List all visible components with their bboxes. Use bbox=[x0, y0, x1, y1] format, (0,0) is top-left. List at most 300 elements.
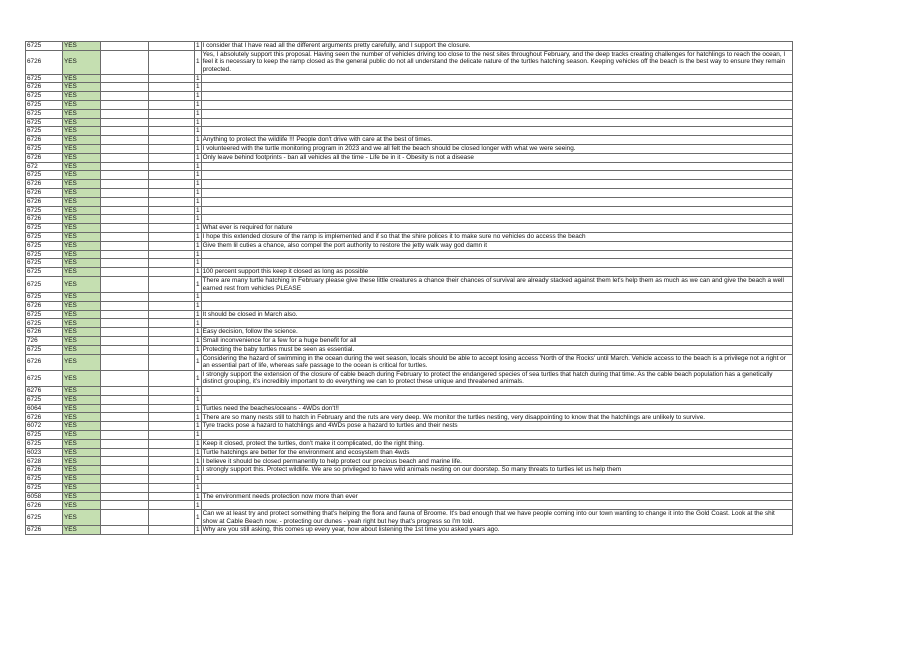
blank-cell[interactable] bbox=[101, 466, 149, 475]
postcode-cell[interactable]: 6725 bbox=[26, 310, 63, 319]
count-cell[interactable]: 1 bbox=[196, 180, 200, 188]
count-cell[interactable]: 1 bbox=[196, 109, 200, 117]
postcode-cell[interactable]: 6725 bbox=[26, 439, 63, 448]
support-cell[interactable]: YES bbox=[63, 206, 101, 215]
blank-cell[interactable] bbox=[149, 136, 195, 145]
support-cell[interactable]: YES bbox=[63, 50, 101, 74]
count-cell[interactable]: 1 bbox=[196, 319, 200, 327]
count-cell[interactable]: 1 bbox=[196, 206, 200, 214]
count-cell[interactable]: 1 bbox=[195, 50, 202, 74]
blank-cell[interactable] bbox=[149, 466, 195, 475]
blank-cell[interactable] bbox=[101, 206, 149, 215]
blank-cell[interactable] bbox=[101, 370, 149, 386]
count-cell[interactable]: 1 bbox=[195, 354, 202, 370]
postcode-cell[interactable]: 6725 bbox=[26, 92, 63, 101]
blank-cell[interactable] bbox=[101, 276, 149, 292]
postcode-cell[interactable]: 6725 bbox=[26, 224, 63, 233]
blank-cell[interactable] bbox=[101, 345, 149, 354]
postcode-cell[interactable]: 6725 bbox=[26, 171, 63, 180]
comment-cell[interactable] bbox=[201, 319, 792, 328]
count-cell[interactable]: 1 bbox=[196, 439, 200, 447]
blank-cell[interactable] bbox=[101, 439, 149, 448]
postcode-cell[interactable]: 6726 bbox=[26, 215, 63, 224]
postcode-cell[interactable]: 6725 bbox=[26, 127, 63, 136]
comment-cell[interactable]: I believe it should be closed permanently to help protect our precious beach and marine life. bbox=[201, 457, 792, 466]
comment-cell[interactable] bbox=[201, 431, 792, 440]
blank-cell[interactable] bbox=[101, 337, 149, 346]
count-cell[interactable]: 1 bbox=[196, 101, 200, 109]
postcode-cell[interactable]: 6725 bbox=[26, 206, 63, 215]
blank-cell[interactable] bbox=[149, 501, 195, 510]
comment-cell[interactable]: Small inconvenience for a few for a huge benefit for all bbox=[201, 337, 792, 346]
count-cell[interactable]: 1 bbox=[196, 457, 200, 465]
blank-cell[interactable] bbox=[101, 232, 149, 241]
blank-cell[interactable] bbox=[101, 413, 149, 422]
blank-cell[interactable] bbox=[101, 301, 149, 310]
count-cell[interactable]: 1 bbox=[196, 404, 200, 412]
comment-cell[interactable] bbox=[201, 100, 792, 109]
blank-cell[interactable] bbox=[149, 510, 195, 526]
comment-cell[interactable]: I volunteered with the turtle monitoring program in 2023 and we all felt the beach should be closed longer with what we were seeing. bbox=[201, 144, 792, 153]
postcode-cell[interactable]: 6725 bbox=[26, 319, 63, 328]
blank-cell[interactable] bbox=[149, 180, 195, 189]
blank-cell[interactable] bbox=[101, 483, 149, 492]
comment-cell[interactable]: It should be closed in March also. bbox=[201, 310, 792, 319]
support-cell[interactable]: YES bbox=[63, 83, 101, 92]
blank-cell[interactable] bbox=[149, 301, 195, 310]
blank-cell[interactable] bbox=[101, 74, 149, 83]
support-cell[interactable]: YES bbox=[63, 370, 101, 386]
comment-cell[interactable] bbox=[201, 501, 792, 510]
blank-cell[interactable] bbox=[101, 197, 149, 206]
postcode-cell[interactable]: 6725 bbox=[26, 475, 63, 484]
support-cell[interactable]: YES bbox=[63, 310, 101, 319]
comment-cell[interactable]: Give them lil cuties a chance, also compel the port authority to restore the jetty walk way god damn it bbox=[201, 241, 792, 250]
count-cell[interactable]: 1 bbox=[196, 118, 200, 126]
support-cell[interactable]: YES bbox=[63, 404, 101, 413]
comment-cell[interactable] bbox=[201, 118, 792, 127]
comment-cell[interactable] bbox=[201, 293, 792, 302]
blank-cell[interactable] bbox=[101, 404, 149, 413]
blank-cell[interactable] bbox=[101, 387, 149, 396]
postcode-cell[interactable]: 6725 bbox=[26, 250, 63, 259]
blank-cell[interactable] bbox=[149, 370, 195, 386]
count-cell[interactable]: 1 bbox=[196, 337, 200, 345]
support-cell[interactable]: YES bbox=[63, 466, 101, 475]
comment-cell[interactable]: Only leave behind footprints - ban all vehicles all the time - Life be in it - Obesity is not a disease bbox=[201, 153, 792, 162]
count-cell[interactable]: 1 bbox=[196, 233, 200, 241]
blank-cell[interactable] bbox=[149, 224, 195, 233]
support-cell[interactable]: YES bbox=[63, 328, 101, 337]
count-cell[interactable]: 1 bbox=[196, 224, 200, 232]
blank-cell[interactable] bbox=[101, 259, 149, 268]
support-cell[interactable]: YES bbox=[63, 241, 101, 250]
blank-cell[interactable] bbox=[101, 171, 149, 180]
blank-cell[interactable] bbox=[149, 276, 195, 292]
support-cell[interactable]: YES bbox=[63, 162, 101, 171]
blank-cell[interactable] bbox=[149, 337, 195, 346]
blank-cell[interactable] bbox=[149, 293, 195, 302]
blank-cell[interactable] bbox=[101, 188, 149, 197]
postcode-cell[interactable]: 6726 bbox=[26, 136, 63, 145]
support-cell[interactable]: YES bbox=[63, 319, 101, 328]
blank-cell[interactable] bbox=[149, 144, 195, 153]
count-cell[interactable]: 1 bbox=[196, 127, 200, 135]
comment-cell[interactable] bbox=[201, 475, 792, 484]
comment-cell[interactable] bbox=[201, 215, 792, 224]
comment-cell[interactable]: There are many turtle hatching in February please give these little creatures a chance their chances of survival are already stacked against them let's help them as much as we can and give the beach a well earned rest from vehicles PLEASE bbox=[201, 276, 792, 292]
blank-cell[interactable] bbox=[101, 268, 149, 277]
support-cell[interactable]: YES bbox=[63, 268, 101, 277]
comment-cell[interactable] bbox=[201, 171, 792, 180]
blank-cell[interactable] bbox=[149, 42, 195, 51]
postcode-cell[interactable]: 6726 bbox=[26, 197, 63, 206]
support-cell[interactable]: YES bbox=[63, 109, 101, 118]
blank-cell[interactable] bbox=[149, 448, 195, 457]
comment-cell[interactable] bbox=[201, 162, 792, 171]
blank-cell[interactable] bbox=[101, 422, 149, 431]
blank-cell[interactable] bbox=[101, 448, 149, 457]
blank-cell[interactable] bbox=[149, 319, 195, 328]
count-cell[interactable]: 1 bbox=[196, 466, 200, 474]
blank-cell[interactable] bbox=[101, 395, 149, 404]
count-cell[interactable]: 1 bbox=[196, 268, 200, 276]
postcode-cell[interactable]: 6726 bbox=[26, 188, 63, 197]
support-cell[interactable]: YES bbox=[63, 510, 101, 526]
comment-cell[interactable]: 100 percent support this keep it closed as long as possible bbox=[201, 268, 792, 277]
support-cell[interactable]: YES bbox=[63, 345, 101, 354]
count-cell[interactable]: 1 bbox=[196, 422, 200, 430]
postcode-cell[interactable]: 6726 bbox=[26, 153, 63, 162]
count-cell[interactable]: 1 bbox=[196, 241, 200, 249]
blank-cell[interactable] bbox=[101, 162, 149, 171]
blank-cell[interactable] bbox=[101, 293, 149, 302]
comment-cell[interactable]: Protecting the baby turtles must be seen as essential. bbox=[201, 345, 792, 354]
support-cell[interactable]: YES bbox=[63, 276, 101, 292]
support-cell[interactable]: YES bbox=[63, 475, 101, 484]
blank-cell[interactable] bbox=[149, 483, 195, 492]
count-cell[interactable]: 1 bbox=[196, 483, 200, 491]
blank-cell[interactable] bbox=[149, 74, 195, 83]
support-cell[interactable]: YES bbox=[63, 492, 101, 501]
comment-cell[interactable] bbox=[201, 197, 792, 206]
blank-cell[interactable] bbox=[101, 215, 149, 224]
blank-cell[interactable] bbox=[149, 153, 195, 162]
postcode-cell[interactable]: 6064 bbox=[26, 404, 63, 413]
blank-cell[interactable] bbox=[149, 526, 195, 535]
comment-cell[interactable] bbox=[201, 387, 792, 396]
postcode-cell[interactable]: 6725 bbox=[26, 100, 63, 109]
blank-cell[interactable] bbox=[149, 92, 195, 101]
count-cell[interactable]: 1 bbox=[196, 74, 200, 82]
count-cell[interactable]: 1 bbox=[196, 171, 200, 179]
support-cell[interactable]: YES bbox=[63, 293, 101, 302]
comment-cell[interactable]: Turtle hatchings are better for the environment and ecosystem than 4wds bbox=[201, 448, 792, 457]
comment-cell[interactable] bbox=[201, 395, 792, 404]
blank-cell[interactable] bbox=[149, 83, 195, 92]
count-cell[interactable]: 1 bbox=[195, 276, 202, 292]
comment-cell[interactable]: What ever is required for nature bbox=[201, 224, 792, 233]
postcode-cell[interactable]: 6726 bbox=[26, 50, 63, 74]
postcode-cell[interactable]: 6725 bbox=[26, 109, 63, 118]
count-cell[interactable]: 1 bbox=[196, 475, 200, 483]
blank-cell[interactable] bbox=[149, 395, 195, 404]
comment-cell[interactable]: Keep it closed, protect the turtles, don't make it complicated, do the right thing. bbox=[201, 439, 792, 448]
count-cell[interactable]: 1 bbox=[196, 501, 200, 509]
postcode-cell[interactable]: 6728 bbox=[26, 457, 63, 466]
count-cell[interactable]: 1 bbox=[196, 153, 200, 161]
blank-cell[interactable] bbox=[149, 215, 195, 224]
support-cell[interactable]: YES bbox=[63, 483, 101, 492]
postcode-cell[interactable]: 6726 bbox=[26, 526, 63, 535]
blank-cell[interactable] bbox=[101, 144, 149, 153]
blank-cell[interactable] bbox=[149, 232, 195, 241]
support-cell[interactable]: YES bbox=[63, 127, 101, 136]
comment-cell[interactable]: Yes, I absolutely support this proposal. Having seen the number of vehicles driving too close to the nest sites throughout February, and the deep tracks creating challenges for hatchlings to reach the ocean, I feel it is necessary to keep the ramp closed as the general public do not all understand the delicate nature of the turtles hatching season. Keeping vehicles off the beach is the best way to ensure they remain protected. bbox=[201, 50, 792, 74]
support-cell[interactable]: YES bbox=[63, 387, 101, 396]
comment-cell[interactable] bbox=[201, 92, 792, 101]
support-cell[interactable]: YES bbox=[63, 144, 101, 153]
postcode-cell[interactable]: 6725 bbox=[26, 232, 63, 241]
blank-cell[interactable] bbox=[149, 431, 195, 440]
comment-cell[interactable] bbox=[201, 127, 792, 136]
blank-cell[interactable] bbox=[101, 153, 149, 162]
postcode-cell[interactable]: 6276 bbox=[26, 387, 63, 396]
blank-cell[interactable] bbox=[101, 50, 149, 74]
postcode-cell[interactable]: 6726 bbox=[26, 328, 63, 337]
support-cell[interactable]: YES bbox=[63, 354, 101, 370]
blank-cell[interactable] bbox=[149, 387, 195, 396]
comment-cell[interactable]: I strongly support the extension of the closure of cable beach during February to protect the endangered species of sea turtles that hatch during that time. As the cable beach population has a genetically distinct grouping, it's incredibly important to do everything we can to protect these unique and threatened animals. bbox=[201, 370, 792, 386]
comment-cell[interactable] bbox=[201, 180, 792, 189]
count-cell[interactable]: 1 bbox=[196, 301, 200, 309]
blank-cell[interactable] bbox=[101, 310, 149, 319]
blank-cell[interactable] bbox=[101, 501, 149, 510]
comment-cell[interactable]: The environment needs protection now more than ever bbox=[201, 492, 792, 501]
blank-cell[interactable] bbox=[149, 241, 195, 250]
comment-cell[interactable]: I strongly support this. Protect wildlife. We are so privileged to have wild animals nesting on our doorstep. So many threats to turtles let us help them bbox=[201, 466, 792, 475]
postcode-cell[interactable]: 6725 bbox=[26, 268, 63, 277]
support-cell[interactable]: YES bbox=[63, 448, 101, 457]
count-cell[interactable]: 1 bbox=[195, 370, 202, 386]
blank-cell[interactable] bbox=[149, 457, 195, 466]
comment-cell[interactable] bbox=[201, 74, 792, 83]
blank-cell[interactable] bbox=[149, 475, 195, 484]
count-cell[interactable]: 1 bbox=[196, 345, 200, 353]
postcode-cell[interactable]: 6023 bbox=[26, 448, 63, 457]
blank-cell[interactable] bbox=[101, 127, 149, 136]
support-cell[interactable]: YES bbox=[63, 153, 101, 162]
blank-cell[interactable] bbox=[149, 162, 195, 171]
count-cell[interactable]: 1 bbox=[195, 510, 202, 526]
postcode-cell[interactable]: 6725 bbox=[26, 276, 63, 292]
count-cell[interactable]: 1 bbox=[196, 136, 200, 144]
count-cell[interactable]: 1 bbox=[196, 431, 200, 439]
blank-cell[interactable] bbox=[149, 310, 195, 319]
support-cell[interactable]: YES bbox=[63, 301, 101, 310]
count-cell[interactable]: 1 bbox=[196, 328, 200, 336]
postcode-cell[interactable]: 6725 bbox=[26, 370, 63, 386]
postcode-cell[interactable]: 672 bbox=[26, 162, 63, 171]
comment-cell[interactable] bbox=[201, 83, 792, 92]
blank-cell[interactable] bbox=[101, 328, 149, 337]
blank-cell[interactable] bbox=[149, 197, 195, 206]
support-cell[interactable]: YES bbox=[63, 439, 101, 448]
support-cell[interactable]: YES bbox=[63, 197, 101, 206]
postcode-cell[interactable]: 6725 bbox=[26, 431, 63, 440]
support-cell[interactable]: YES bbox=[63, 74, 101, 83]
postcode-cell[interactable]: 6726 bbox=[26, 466, 63, 475]
comment-cell[interactable]: Why are you still asking, this comes up every year, how about listening the 1st time you asked years ago. bbox=[201, 526, 792, 535]
count-cell[interactable]: 1 bbox=[196, 448, 200, 456]
count-cell[interactable]: 1 bbox=[196, 259, 200, 267]
support-cell[interactable]: YES bbox=[63, 215, 101, 224]
blank-cell[interactable] bbox=[101, 492, 149, 501]
blank-cell[interactable] bbox=[149, 354, 195, 370]
comment-cell[interactable]: Anything to protect the wildlife !!! People don't drive with care at the best of times. bbox=[201, 136, 792, 145]
blank-cell[interactable] bbox=[149, 413, 195, 422]
comment-cell[interactable]: Can we at least try and protect something that's helping the flora and fauna of Broome. It's bad enough that we have people coming into our town wanting to change it into the Gold Coast. Look at the shit show at Cable Beach now. - protecting our dunes - yeah right but hey that's progress so I'm told. bbox=[201, 510, 792, 526]
blank-cell[interactable] bbox=[101, 109, 149, 118]
blank-cell[interactable] bbox=[149, 188, 195, 197]
count-cell[interactable]: 1 bbox=[196, 197, 200, 205]
count-cell[interactable]: 1 bbox=[196, 145, 200, 153]
comment-cell[interactable] bbox=[201, 206, 792, 215]
postcode-cell[interactable]: 6725 bbox=[26, 259, 63, 268]
count-cell[interactable]: 1 bbox=[196, 83, 200, 91]
support-cell[interactable]: YES bbox=[63, 250, 101, 259]
blank-cell[interactable] bbox=[101, 241, 149, 250]
blank-cell[interactable] bbox=[149, 109, 195, 118]
support-cell[interactable]: YES bbox=[63, 232, 101, 241]
blank-cell[interactable] bbox=[101, 180, 149, 189]
count-cell[interactable]: 1 bbox=[196, 387, 200, 395]
support-cell[interactable]: YES bbox=[63, 395, 101, 404]
support-cell[interactable]: YES bbox=[63, 100, 101, 109]
blank-cell[interactable] bbox=[149, 118, 195, 127]
postcode-cell[interactable]: 6058 bbox=[26, 492, 63, 501]
blank-cell[interactable] bbox=[149, 171, 195, 180]
blank-cell[interactable] bbox=[101, 354, 149, 370]
postcode-cell[interactable]: 6725 bbox=[26, 241, 63, 250]
support-cell[interactable]: YES bbox=[63, 224, 101, 233]
comment-cell[interactable] bbox=[201, 483, 792, 492]
blank-cell[interactable] bbox=[149, 100, 195, 109]
support-cell[interactable]: YES bbox=[63, 431, 101, 440]
support-cell[interactable]: YES bbox=[63, 457, 101, 466]
comment-cell[interactable]: Tyre tracks pose a hazard to hatchlings and 4WDs pose a hazard to turtles and their nests bbox=[201, 422, 792, 431]
blank-cell[interactable] bbox=[101, 250, 149, 259]
postcode-cell[interactable]: 6725 bbox=[26, 483, 63, 492]
blank-cell[interactable] bbox=[149, 492, 195, 501]
blank-cell[interactable] bbox=[101, 118, 149, 127]
postcode-cell[interactable]: 726 bbox=[26, 337, 63, 346]
postcode-cell[interactable]: 6725 bbox=[26, 118, 63, 127]
count-cell[interactable]: 1 bbox=[196, 250, 200, 258]
count-cell[interactable]: 1 bbox=[196, 293, 200, 301]
blank-cell[interactable] bbox=[149, 268, 195, 277]
postcode-cell[interactable]: 6726 bbox=[26, 354, 63, 370]
support-cell[interactable]: YES bbox=[63, 42, 101, 51]
blank-cell[interactable] bbox=[101, 510, 149, 526]
comment-cell[interactable] bbox=[201, 259, 792, 268]
blank-cell[interactable] bbox=[149, 250, 195, 259]
count-cell[interactable]: 1 bbox=[196, 189, 200, 197]
count-cell[interactable]: 1 bbox=[196, 413, 200, 421]
comment-cell[interactable] bbox=[201, 250, 792, 259]
blank-cell[interactable] bbox=[101, 431, 149, 440]
blank-cell[interactable] bbox=[149, 404, 195, 413]
comment-cell[interactable] bbox=[201, 188, 792, 197]
blank-cell[interactable] bbox=[101, 319, 149, 328]
postcode-cell[interactable]: 6725 bbox=[26, 395, 63, 404]
postcode-cell[interactable]: 6725 bbox=[26, 42, 63, 51]
postcode-cell[interactable]: 6726 bbox=[26, 501, 63, 510]
count-cell[interactable]: 1 bbox=[196, 92, 200, 100]
support-cell[interactable]: YES bbox=[63, 501, 101, 510]
count-cell[interactable]: 1 bbox=[196, 42, 200, 50]
blank-cell[interactable] bbox=[101, 224, 149, 233]
count-cell[interactable]: 1 bbox=[196, 215, 200, 223]
support-cell[interactable]: YES bbox=[63, 413, 101, 422]
blank-cell[interactable] bbox=[149, 127, 195, 136]
comment-cell[interactable]: There are so many nests still to hatch in February and the ruts are very deep. We monitor the turtles nesting, very disappointing to know that the hatchlings are unlikely to survive. bbox=[201, 413, 792, 422]
blank-cell[interactable] bbox=[149, 345, 195, 354]
count-cell[interactable]: 1 bbox=[196, 526, 200, 534]
blank-cell[interactable] bbox=[101, 100, 149, 109]
comment-cell[interactable]: I hope this extended closure of the ramp is implemented and if so that the shire polices it to make sure no vehicles do access the beach bbox=[201, 232, 792, 241]
postcode-cell[interactable]: 6725 bbox=[26, 293, 63, 302]
support-cell[interactable]: YES bbox=[63, 171, 101, 180]
postcode-cell[interactable]: 6726 bbox=[26, 301, 63, 310]
support-cell[interactable]: YES bbox=[63, 92, 101, 101]
blank-cell[interactable] bbox=[149, 422, 195, 431]
support-cell[interactable]: YES bbox=[63, 526, 101, 535]
count-cell[interactable]: 1 bbox=[196, 310, 200, 318]
postcode-cell[interactable]: 6725 bbox=[26, 510, 63, 526]
postcode-cell[interactable]: 6726 bbox=[26, 413, 63, 422]
blank-cell[interactable] bbox=[149, 328, 195, 337]
blank-cell[interactable] bbox=[149, 439, 195, 448]
support-cell[interactable]: YES bbox=[63, 118, 101, 127]
support-cell[interactable]: YES bbox=[63, 180, 101, 189]
comment-cell[interactable]: Turtles need the beaches/oceans - 4WDs don't!! bbox=[201, 404, 792, 413]
support-cell[interactable]: YES bbox=[63, 188, 101, 197]
postcode-cell[interactable]: 6726 bbox=[26, 83, 63, 92]
blank-cell[interactable] bbox=[149, 50, 195, 74]
blank-cell[interactable] bbox=[101, 526, 149, 535]
postcode-cell[interactable]: 6725 bbox=[26, 345, 63, 354]
comment-cell[interactable]: Easy decision, follow the science. bbox=[201, 328, 792, 337]
support-cell[interactable]: YES bbox=[63, 136, 101, 145]
support-cell[interactable]: YES bbox=[63, 422, 101, 431]
blank-cell[interactable] bbox=[149, 259, 195, 268]
support-cell[interactable]: YES bbox=[63, 337, 101, 346]
comment-cell[interactable] bbox=[201, 109, 792, 118]
blank-cell[interactable] bbox=[101, 42, 149, 51]
comment-cell[interactable] bbox=[201, 301, 792, 310]
count-cell[interactable]: 1 bbox=[196, 492, 200, 500]
postcode-cell[interactable]: 6725 bbox=[26, 74, 63, 83]
comment-cell[interactable]: Considering the hazard of swimming in the ocean during the wet season, locals should be able to accept losing access 'North of the Rocks' until March. Vehicle access to the beach is a privilege not a right or an essential part of life, whereas safe passage to the ocean is critical for turtles. bbox=[201, 354, 792, 370]
blank-cell[interactable] bbox=[101, 136, 149, 145]
postcode-cell[interactable]: 6725 bbox=[26, 144, 63, 153]
blank-cell[interactable] bbox=[149, 206, 195, 215]
blank-cell[interactable] bbox=[101, 83, 149, 92]
postcode-cell[interactable]: 6726 bbox=[26, 180, 63, 189]
count-cell[interactable]: 1 bbox=[196, 395, 200, 403]
count-cell[interactable]: 1 bbox=[196, 162, 200, 170]
